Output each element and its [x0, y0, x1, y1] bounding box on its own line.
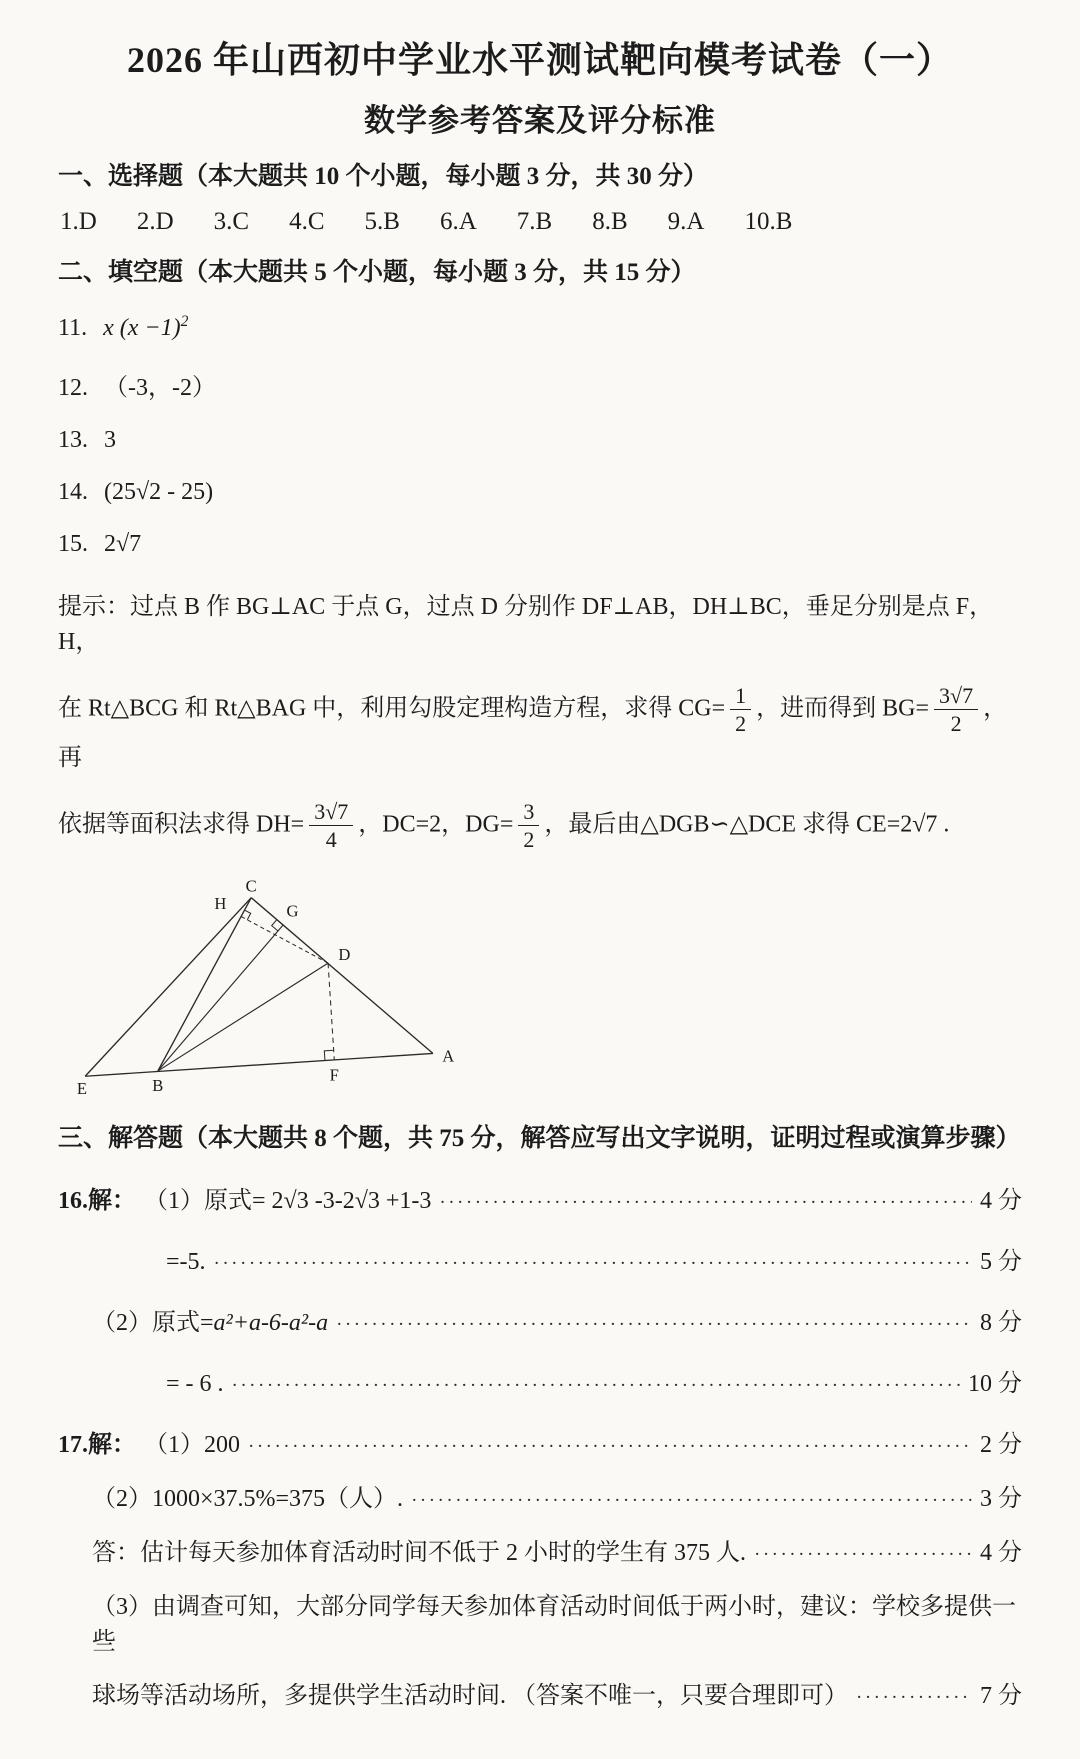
choice-answer-6: 6.A: [439, 208, 477, 235]
solutions-section-heading: 三、解答题（本大题共 8 个题，共 75 分，解答应写出文字说明，证明过程或演算步骤）: [58, 1125, 1021, 1153]
hint-text: ，DC=2，DG=: [358, 810, 514, 837]
question-number: 15.: [58, 531, 88, 557]
solution-row-17-3: [58, 1532, 1022, 1567]
exponent: 2: [180, 313, 189, 330]
dotted-leader: [411, 1486, 972, 1513]
score-label: 7 分: [980, 1683, 1022, 1710]
fill-answer-15: [58, 531, 1022, 558]
dotted-leader: [336, 1310, 972, 1337]
choice-section-heading: 一、选择题（本大题共 10 个小题，每小题 3 分，共 30 分）: [58, 163, 709, 190]
row-text: （1）原式= 2√3 -3-2√3 +1-3: [144, 1188, 432, 1215]
hint-paragraph: [58, 586, 1022, 852]
dotted-leader: [856, 1683, 972, 1710]
choice-answer-9: 9.A: [667, 208, 705, 235]
score-label: 5 分: [980, 1249, 1022, 1276]
fraction-denominator: 4: [325, 826, 337, 852]
question-number: 13.: [58, 427, 88, 453]
choice-answer-5: 5.B: [364, 208, 400, 235]
fill-section-heading: 二、填空题（本大题共 5 个小题，每小题 3 分，共 15 分）: [58, 259, 696, 286]
fill-answer-text: 2√7: [104, 531, 142, 557]
fraction-dg: [518, 799, 539, 853]
hint-line-1: 提示：过点 B 作 BG⊥AC 于点 G，过点 D 分别作 DF⊥AB，DH⊥BC，垂足分别是点 F，H，: [58, 594, 994, 655]
row-text: 球场等活动场所，多提供学生活动时间. （答案不唯一，只要合理即可）: [92, 1683, 848, 1710]
score-label: 8 分: [980, 1310, 1022, 1337]
dotted-leader: [754, 1540, 972, 1567]
vertex-label-a: A: [442, 1046, 455, 1066]
hint-text: ，再: [58, 695, 1008, 771]
solution-row-17-1: [58, 1424, 1022, 1459]
vertex-label-f: F: [329, 1065, 339, 1085]
choice-answer-7: 7.B: [516, 208, 553, 235]
solution-row-16-2: [58, 1241, 1022, 1276]
fraction-bg: [934, 683, 978, 737]
choice-answer-1: 1.D: [60, 208, 97, 235]
page-subtitle: 数学参考答案及评分标准: [364, 103, 716, 138]
choice-answer-3: 3.C: [213, 208, 250, 235]
fill-answer-text: (25√2 - 25): [104, 479, 214, 505]
solution-row-16-4: [58, 1363, 1022, 1398]
score-label: 3 分: [980, 1486, 1022, 1513]
fraction-denominator: 2: [950, 711, 962, 737]
fraction-numerator: 3: [518, 799, 539, 826]
geometry-figure: [72, 879, 1022, 1102]
question-number: 11.: [58, 315, 88, 341]
choice-answer-4: 4.C: [289, 208, 325, 235]
fraction-denominator: 2: [523, 826, 535, 852]
fill-answer-13: [58, 427, 1022, 454]
hint-line-2: [58, 683, 1022, 772]
question-number: 12.: [58, 375, 88, 401]
score-label: 4 分: [980, 1188, 1022, 1215]
vertex-label-g: G: [286, 901, 299, 921]
row-text: = - 6 .: [166, 1371, 224, 1398]
row-prefix: 16.解：: [58, 1188, 136, 1215]
row-text: 答：估计每天参加体育活动时间不低于 2 小时的学生有 375 人.: [92, 1540, 746, 1567]
dotted-leader: [232, 1371, 960, 1398]
score-label: 4 分: [980, 1540, 1022, 1567]
hint-text: ，最后由△DGB∽△DCE 求得 CE=2√7 .: [544, 810, 950, 837]
row-text: （2）1000×37.5%=375（人）.: [92, 1486, 404, 1513]
row-text: （2）原式=: [92, 1310, 214, 1337]
solution-row-17-4: [58, 1586, 1022, 1656]
solution-row-16-1: [58, 1180, 1022, 1215]
row-text: （3）由调查可知，大部分同学每天参加体育活动时间低于两小时，建议：学校多提供一些: [92, 1594, 1016, 1656]
choice-answer-2: 2.D: [136, 208, 174, 235]
page-title: 2026 年山西初中学业水平测试靶向模考试卷（一）: [126, 40, 953, 80]
hint-text: 在 Rt△BCG 和 Rt△BAG 中，利用勾股定理构造方程，求得 CG=: [58, 695, 726, 722]
fill-answer-text: （-3，-2）: [104, 375, 216, 401]
fill-answer-expression: x (x −1): [103, 315, 181, 341]
fraction-numerator: 3√7: [309, 799, 353, 826]
vertex-label-h: H: [214, 894, 227, 914]
fill-answer-11: [58, 313, 1022, 342]
choice-answer-8: 8.B: [592, 208, 628, 235]
fraction-cg: [730, 683, 751, 737]
hint-text: 依据等面积法求得 DH=: [58, 810, 305, 837]
row-text: =-5.: [166, 1249, 206, 1276]
dotted-leader: [214, 1249, 972, 1276]
fill-answer-text: 3: [104, 427, 116, 453]
score-label: 10 分: [968, 1371, 1022, 1398]
fraction-denominator: 2: [735, 711, 747, 737]
choice-answers-row: [60, 208, 1022, 236]
row-prefix: 17.解：: [58, 1432, 136, 1459]
vertex-label-b: B: [152, 1075, 164, 1095]
row-math: a²+a-6-a²-a: [213, 1310, 329, 1337]
solution-row-17-2: [58, 1478, 1022, 1513]
fill-answer-14: [58, 479, 1022, 506]
fraction-numerator: 3√7: [934, 683, 978, 710]
fraction-dh: [309, 799, 353, 853]
vertex-label-c: C: [245, 879, 257, 896]
vertex-label-d: D: [338, 945, 351, 965]
solution-row-16-3: [58, 1302, 1022, 1337]
triangle-diagram: [72, 879, 472, 1097]
hint-text: ，进而得到 BG=: [756, 695, 930, 722]
question-number: 14.: [58, 479, 88, 505]
hint-line-3: [58, 799, 1022, 853]
choice-answer-10: 10.B: [744, 208, 793, 235]
dotted-leader: [248, 1432, 972, 1459]
score-label: 2 分: [980, 1432, 1022, 1459]
vertex-label-e: E: [76, 1079, 87, 1098]
solution-row-17-5: [58, 1675, 1022, 1710]
row-text: （1）200: [144, 1432, 240, 1459]
dotted-leader: [439, 1188, 972, 1215]
fraction-numerator: 1: [730, 683, 751, 710]
fill-answer-12: [58, 367, 1022, 402]
